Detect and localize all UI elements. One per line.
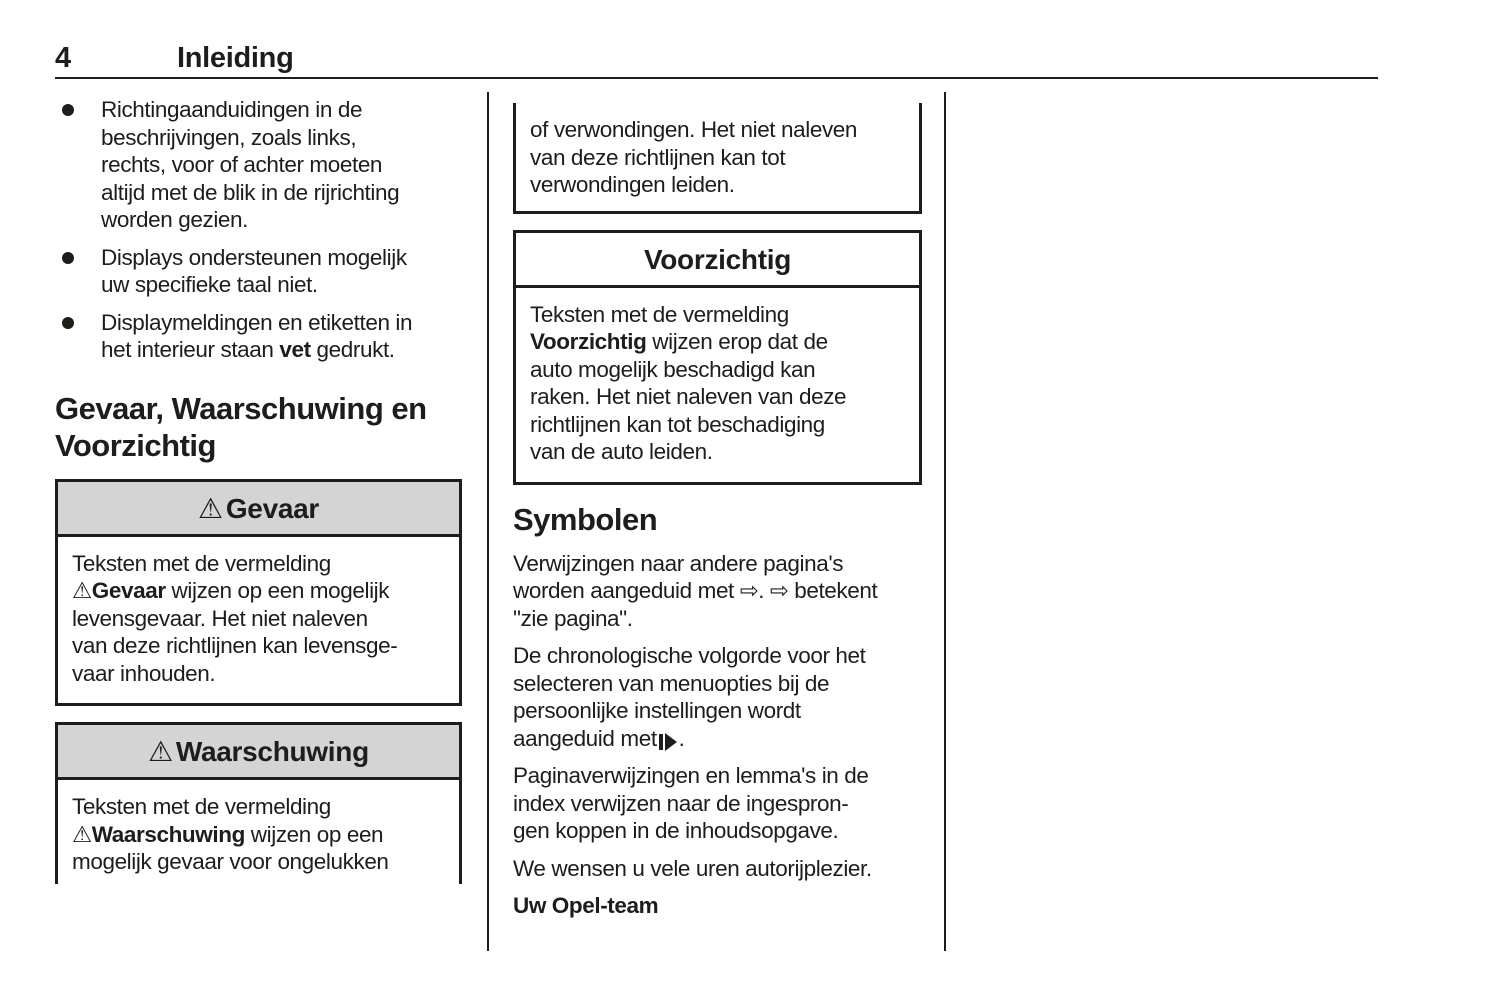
warning-triangle-icon: ⚠ — [148, 736, 173, 767]
text-line — [513, 817, 922, 845]
text-span: mogelijk gevaar voor ongelukken — [72, 849, 389, 874]
text-line — [72, 821, 447, 849]
text-span: wijzen op een mogelijk — [165, 578, 390, 603]
text-line — [101, 179, 462, 207]
text-span: van de auto leiden. — [530, 439, 713, 464]
paragraph-page-references — [513, 550, 922, 633]
text-span: uw specifieke taal niet. — [101, 272, 318, 297]
paragraph-index-references — [513, 762, 922, 845]
bullet-text — [101, 96, 462, 234]
text-span: van deze richtlijnen kan levensge- — [72, 633, 398, 658]
bullet-item — [55, 96, 462, 234]
page-title: Inleiding — [177, 42, 294, 74]
text-line — [101, 271, 462, 299]
text-span: We wensen u vele uren autorijplezier. — [513, 855, 872, 881]
text-span: gedrukt. — [310, 337, 395, 362]
text-span: worden gezien. — [101, 207, 249, 232]
text-span: worden aangeduid met ⇨. ⇨ betekent — [513, 578, 878, 603]
text-line — [101, 244, 462, 272]
text-line — [513, 790, 922, 818]
text-line — [72, 660, 447, 688]
text-line — [55, 427, 462, 464]
text-line — [72, 848, 447, 876]
text-span: selecteren van menuopties bij de — [513, 670, 830, 696]
text-line — [513, 725, 922, 753]
text-line — [530, 411, 907, 439]
text-span: het interieur staan — [101, 337, 280, 362]
text-span: Paginaverwijzingen en lemma's in de — [513, 763, 869, 788]
gevaar-box-body — [58, 537, 459, 704]
paragraph-closing-wish — [513, 855, 922, 883]
bullet-item — [55, 309, 462, 364]
text-line — [530, 116, 907, 144]
text-span: rechts, voor of achter moeten — [101, 152, 383, 177]
column-divider-left — [487, 92, 489, 951]
bold-text: vet — [279, 337, 311, 362]
gevaar-box-header — [58, 482, 459, 537]
voorzichtig-box — [513, 230, 922, 485]
text-line — [513, 697, 922, 725]
text-line — [513, 670, 922, 698]
text-line — [530, 356, 907, 384]
text-span: wijzen op een — [244, 821, 384, 847]
text-span: Teksten met de vermelding — [72, 794, 331, 819]
middle-column — [513, 96, 922, 930]
text-line — [513, 855, 922, 883]
header-rule — [55, 77, 1378, 79]
text-span: . — [678, 725, 685, 751]
text-span: vaar inhouden. — [72, 660, 216, 686]
waarschuwing-box-continued — [513, 103, 922, 214]
bold-text: ⚠Waarschuwing — [72, 821, 245, 847]
text-span: raken. Het niet naleven van deze — [530, 384, 847, 409]
text-line — [530, 171, 907, 199]
text-span: "zie pagina". — [513, 605, 633, 631]
text-span: Verwijzingen naar andere pagina's — [513, 550, 844, 576]
text-span: gen koppen in de inhoudsopgave. — [513, 818, 839, 843]
text-line — [101, 96, 462, 124]
text-span: of verwondingen. Het niet naleven — [530, 117, 858, 142]
section-heading-symbolen: Symbolen — [513, 501, 658, 537]
bullet-icon — [62, 317, 74, 329]
text-span: De chronologische volgorde voor het — [513, 643, 866, 668]
waarschuwing-box-header — [58, 725, 459, 780]
voorzichtig-box-header — [516, 233, 919, 288]
text-span: persoonlijke instellingen wordt — [513, 698, 801, 723]
text-span: Displaymeldingen en etiketten in — [101, 309, 413, 335]
text-line — [513, 577, 922, 605]
text-span: richtlijnen kan tot beschadiging — [530, 411, 825, 437]
bold-text: ⚠Gevaar — [72, 578, 166, 603]
bullet-icon — [62, 104, 74, 116]
voorzichtig-box-body — [516, 288, 919, 482]
bullet-item — [55, 244, 462, 299]
text-span: Teksten met de vermelding — [530, 301, 789, 327]
paragraph-signature — [513, 892, 922, 920]
text-line — [513, 605, 922, 633]
text-line — [530, 328, 907, 356]
waarschuwing-box-continued-body — [516, 103, 919, 211]
text-line — [72, 632, 447, 660]
text-line — [513, 762, 922, 790]
warning-triangle-icon: ⚠ — [198, 492, 223, 524]
text-line — [72, 550, 447, 578]
text-line — [513, 892, 922, 920]
bullet-icon — [62, 252, 74, 264]
text-span: van deze richtlijnen kan tot — [530, 144, 786, 170]
text-line — [530, 301, 907, 329]
text-span: Voorzichtig — [55, 427, 216, 463]
text-span: Displays ondersteunen mogelijk — [101, 244, 407, 270]
page-number: 4 — [55, 42, 72, 74]
text-line — [513, 550, 922, 578]
text-line — [72, 605, 447, 633]
text-line — [530, 438, 907, 466]
paragraph-menu-sequence — [513, 642, 922, 752]
gevaar-box-title: Gevaar — [225, 492, 319, 524]
voorzichtig-box-title: Voorzichtig — [643, 243, 792, 275]
arrow-bar — [659, 734, 663, 750]
text-line — [101, 206, 462, 234]
bullet-text — [101, 244, 462, 299]
bold-text: Uw Opel-team — [513, 893, 659, 918]
text-line — [72, 793, 447, 821]
section-heading-gevaar-waarschuwing-voorzichtig — [55, 390, 462, 464]
left-column — [55, 96, 462, 884]
waarschuwing-box — [55, 722, 462, 884]
bold-text: Voorzichtig — [530, 329, 647, 354]
text-line — [513, 642, 922, 670]
arrow-head — [665, 733, 677, 751]
text-span: aangeduid met — [513, 725, 657, 751]
waarschuwing-box-title: Waarschuwing — [175, 736, 369, 767]
text-span: auto mogelijk beschadigd kan — [530, 356, 816, 382]
text-line — [101, 151, 462, 179]
menu-sequence-arrow-icon — [659, 727, 677, 755]
text-line — [72, 577, 447, 605]
waarschuwing-box-body — [58, 780, 459, 884]
text-line — [55, 390, 462, 427]
text-span: altijd met de blik in de rijrichting — [101, 179, 400, 205]
text-span: index verwijzen naar de ingespron- — [513, 790, 849, 816]
text-span: Richtingaanduidingen in de — [101, 97, 363, 122]
text-span: Teksten met de vermelding — [72, 550, 331, 576]
text-line — [530, 144, 907, 172]
text-span: verwondingen leiden. — [530, 172, 735, 197]
column-divider-right — [944, 92, 946, 951]
text-line — [530, 383, 907, 411]
text-line — [101, 309, 462, 337]
text-line — [101, 336, 462, 364]
text-span: levensgevaar. Het niet naleven — [72, 605, 368, 631]
text-span: beschrijvingen, zoals links, — [101, 124, 357, 150]
text-line — [101, 124, 462, 152]
gevaar-box — [55, 479, 462, 707]
bullet-text — [101, 309, 462, 364]
text-span: Gevaar, Waarschuwing en — [55, 390, 427, 426]
text-span: wijzen erop dat de — [646, 329, 828, 354]
